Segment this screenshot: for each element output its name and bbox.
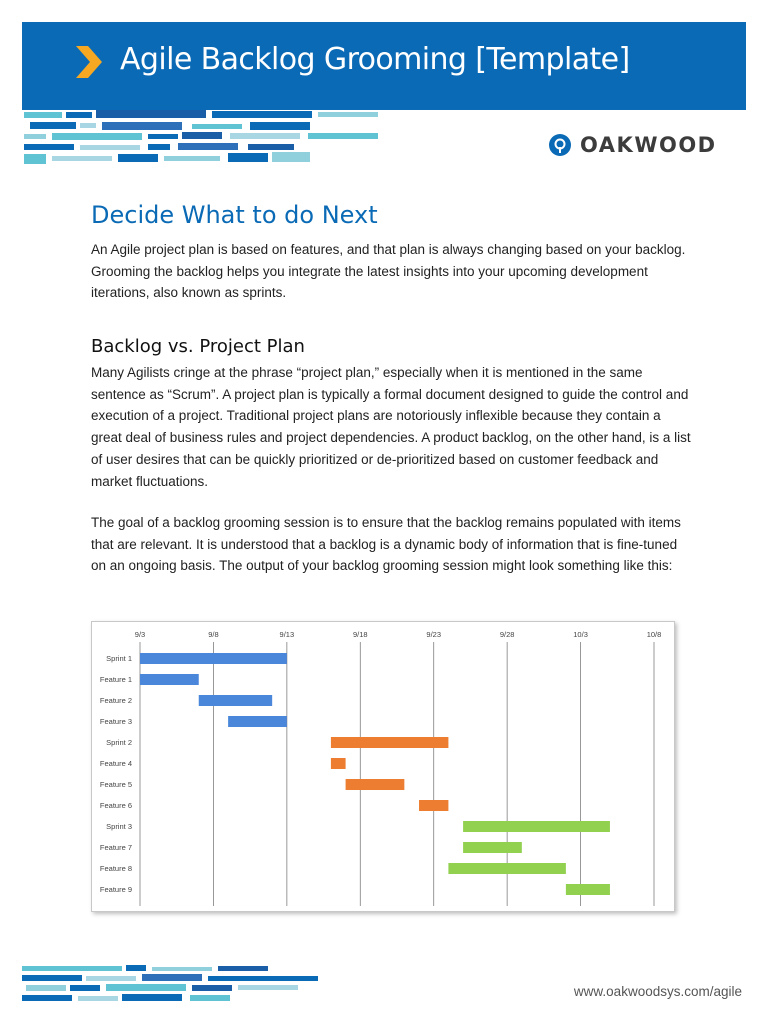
task-bar	[448, 863, 565, 874]
task-bar	[140, 653, 287, 664]
task-label: Feature 2	[99, 696, 132, 705]
document-title: Agile Backlog Grooming [Template]	[120, 42, 630, 77]
logo-wordmark: OAKWOOD	[580, 133, 717, 157]
task-label: Feature 8	[99, 864, 132, 873]
task-label: Feature 1	[99, 675, 132, 684]
task-bar	[346, 779, 405, 790]
footer-website-link[interactable]: www.oakwoodsys.com/agile	[573, 984, 742, 999]
task-label: Feature 5	[99, 780, 132, 789]
task-label: Feature 4	[99, 759, 132, 768]
task-label: Sprint 1	[106, 654, 132, 663]
x-tick-label: 9/13	[279, 630, 295, 639]
task-bar	[419, 800, 448, 811]
task-label: Sprint 3	[106, 822, 132, 831]
task-bar	[331, 737, 448, 748]
task-label: Sprint 2	[106, 738, 132, 747]
decorative-stripes	[22, 96, 452, 168]
x-tick-label: 9/23	[426, 630, 442, 639]
task-label: Feature 9	[99, 885, 132, 894]
oakwood-logo-icon	[548, 133, 572, 157]
task-label: Feature 6	[99, 801, 132, 810]
task-bar	[463, 821, 610, 832]
task-bar	[331, 758, 346, 769]
task-bar	[199, 695, 272, 706]
footer-decorative-stripes	[22, 964, 332, 1008]
gantt-chart	[91, 621, 675, 912]
chevron-right-icon	[74, 44, 104, 80]
task-bar	[140, 674, 199, 685]
x-tick-label: 9/3	[134, 630, 146, 639]
x-tick-label: 9/18	[352, 630, 368, 639]
x-tick-label: 9/8	[208, 630, 219, 639]
task-bar	[566, 884, 610, 895]
backlog-paragraph-2: The goal of a backlog grooming session is to ensure that the backlog remains populated with items that are relevant. It is understood that a backlog is a dynamic body of information that is fine-tuned on an ongoing basis. The output of your backlog grooming session might look something like this:	[91, 515, 681, 574]
task-bar	[463, 842, 522, 853]
x-tick-label: 9/28	[499, 630, 515, 639]
oakwood-logo	[548, 133, 717, 157]
x-tick-label: 10/3	[573, 630, 588, 639]
gantt-chart-svg	[92, 622, 674, 911]
section-heading-decide: Decide What to do Next	[91, 201, 378, 229]
section-heading-backlog-vs-plan: Backlog vs. Project Plan	[91, 336, 305, 357]
intro-paragraph: An Agile project plan is based on features, and that plan is always changing based on your backlog. Grooming the backlog helps you integrate the latest insights into your upcoming development iterations, also known as sprints.	[91, 242, 686, 301]
task-bar	[228, 716, 287, 727]
task-label: Feature 7	[99, 843, 132, 852]
x-tick-label: 10/8	[646, 630, 662, 639]
backlog-paragraph-1: Many Agilists cringe at the phrase “project plan,” especially when it is mentioned in the same sentence as “Scrum”. A project plan is typically a formal document designed to guide the control and execution of a project. Traditional project plans are notoriously inflexible because they contain a great deal of business rules and project dependencies. A product backlog, on the other hand, is a list of user desires that can be quickly prioritized or de-prioritized based on customer feedback and market fluctuations.	[91, 365, 691, 489]
task-label: Feature 3	[99, 717, 132, 726]
